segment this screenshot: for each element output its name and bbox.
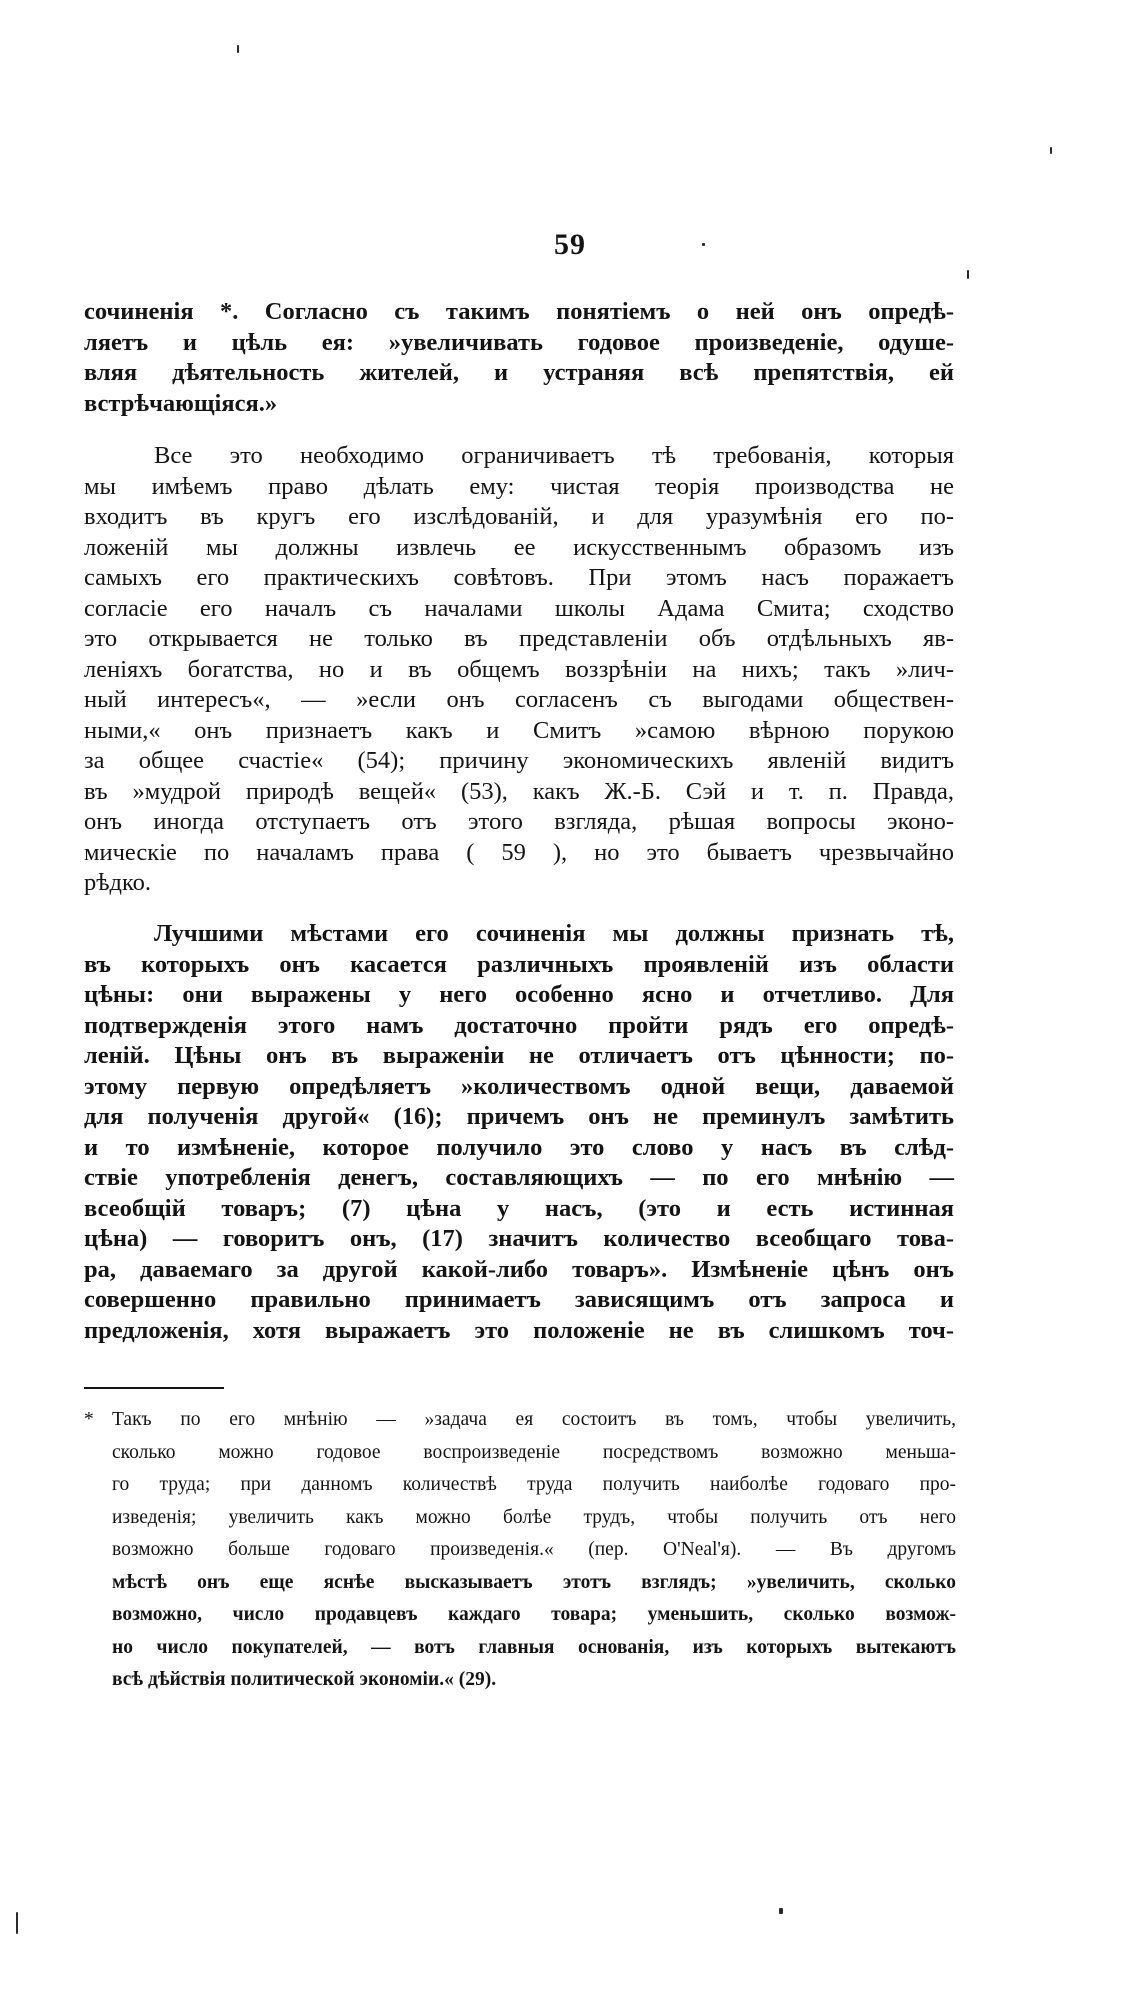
text-line: ляетъ и цѣль ея: »увеличивать годовое произведеніе, одушe- [84, 328, 954, 356]
text-line: леніяхъ богатства, но и въ общемъ воззрѣніи на нихъ; такъ »лич- [84, 655, 954, 683]
text-line: это открывается не только въ представленіи объ отдѣльныхъ яв- [84, 625, 954, 652]
paragraph-2 [84, 441, 954, 899]
text-line: за общее счастіе« (54); причину экономическихъ явленій видитъ [84, 747, 954, 774]
text-line: и то измѣненіе, которое получило это слово у насъ въ слѣд- [84, 1133, 954, 1161]
text-line: леній. Цѣны онъ въ выраженіи не отличаетъ отъ цѣнности; по- [84, 1042, 954, 1069]
text-line: ствіе употребленія денегъ, составляющихъ — по его мнѣнію — [84, 1164, 954, 1191]
text-line: вляя дѣятельность жителей, и устраняя всѣ препятствія, ей [84, 359, 954, 386]
text-line: входитъ въ кругъ его изслѣдованій, и для уразумѣнія его по- [84, 503, 954, 530]
scan-speck [967, 270, 969, 279]
scan-speck [16, 1912, 18, 1934]
paragraph-3 [84, 919, 954, 1346]
text-line: ными,« онъ признаетъ какъ и Смитъ »самою вѣрною порукою [84, 716, 954, 744]
footnote-line: возможно, число продавцевъ каждаго товара; уменьшить, сколько возмож- [112, 1604, 956, 1625]
footnote-line: мѣстѣ онъ еще яснѣе высказываетъ этотъ взглядъ; »увеличить, сколько [112, 1571, 956, 1593]
footnote-mark: * [84, 1409, 94, 1430]
text-line: самыхъ его практическихъ совѣтовъ. При этомъ насъ поражаетъ [84, 564, 954, 591]
text-line: сочиненія *. Согласно съ такимъ понятіемъ о ней онъ опредѣ- [84, 298, 954, 325]
text-line: совершенно правильно принимаетъ зависящимъ отъ запроса и [84, 1286, 954, 1313]
text-line: мическіе по началамъ права ( 59 ), но это бываетъ чрезвычайно [84, 838, 954, 866]
text-line: цѣна) — говоритъ онъ, (17) значитъ количество всеобщаго това- [84, 1225, 954, 1252]
footnote-line: изведенія; увеличить какъ можно болѣе трудъ, чтобы получить отъ него [112, 1506, 956, 1528]
footnote-line: всѣ дѣйствія политической экономіи.« (29). [112, 1669, 497, 1690]
text-line: Лучшими мѣстами его сочиненія мы должны признать тѣ, [154, 920, 954, 947]
text-line: всеобщій товаръ; (7) цѣна у насъ, (это и есть истинная [84, 1194, 954, 1222]
text-line: ложеній мы должны извлечь ее искусственнымъ образомъ изъ [84, 533, 954, 561]
footnote-line: но число покупателей, — вотъ главныя основанія, изъ которыхъ вытекаютъ [112, 1636, 956, 1658]
footnote-divider [84, 1387, 224, 1389]
text-line: подтвержденія этого намъ достаточно пройти рядъ его опредѣ- [84, 1011, 954, 1039]
text-line: для полученія другой« (16); причемъ онъ не преминулъ замѣтить [84, 1103, 954, 1130]
footnote-line: сколько можно годовое воспроизведеніе посредствомъ возможно меньша- [112, 1441, 956, 1463]
footnote-line [84, 1404, 956, 1437]
scan-speck [779, 1908, 783, 1914]
text-line: ный интересъ«, — »если онъ согласенъ съ выгодами обществен- [84, 686, 954, 713]
scan-speck [237, 45, 239, 53]
footnote-text: Такъ по его мнѣнію — »задача ея состоитъ въ томъ, чтобы увеличить, [112, 1409, 956, 1430]
footnote-line: го труда; при данномъ количествѣ труда получить наиболѣе годоваго про- [112, 1474, 956, 1495]
text-line: онъ иногда отступаетъ отъ этого взгляда, рѣшая вопросы эконо- [84, 808, 954, 835]
text-line: ра, даваемаго за другой какой-либо товаръ». Измѣненіе цѣнъ онъ [84, 1255, 954, 1283]
footnote [84, 1404, 956, 1697]
text-line: Все это необходимо ограничиваетъ тѣ требованія, которыя [154, 442, 954, 469]
text-line: встрѣчающіяся.» [84, 389, 278, 417]
text-line: въ которыхъ онъ касается различныхъ проявленій изъ области [84, 950, 954, 978]
text-line: мы имѣемъ право дѣлать ему: чистая теорія производства не [84, 472, 954, 500]
scan-speck [1050, 147, 1052, 154]
paragraph-1 [84, 297, 954, 419]
text-line: рѣдко. [84, 869, 152, 896]
scan-speck [702, 243, 705, 246]
text-line: въ »мудрой природѣ вещей« (53), какъ Ж.-Б. Сэй и т. п. Правда, [84, 777, 954, 805]
text-line: предложенія, хотя выражаетъ это положеніе не въ слишкомъ точ- [84, 1316, 954, 1344]
page-number: 59 [554, 228, 586, 261]
text-line: этому первую опредѣляетъ »количествомъ одной вещи, даваемой [84, 1072, 954, 1100]
footnote-line: возможно больше годоваго произведенія.« (пер. O'Neal'я). — Въ другомъ [112, 1539, 956, 1560]
text-line: цѣны: они выражены у него особенно ясно и отчетливо. Для [84, 981, 954, 1008]
text-line: согласіе его началъ съ началами школы Адама Смита; сходство [84, 594, 954, 622]
